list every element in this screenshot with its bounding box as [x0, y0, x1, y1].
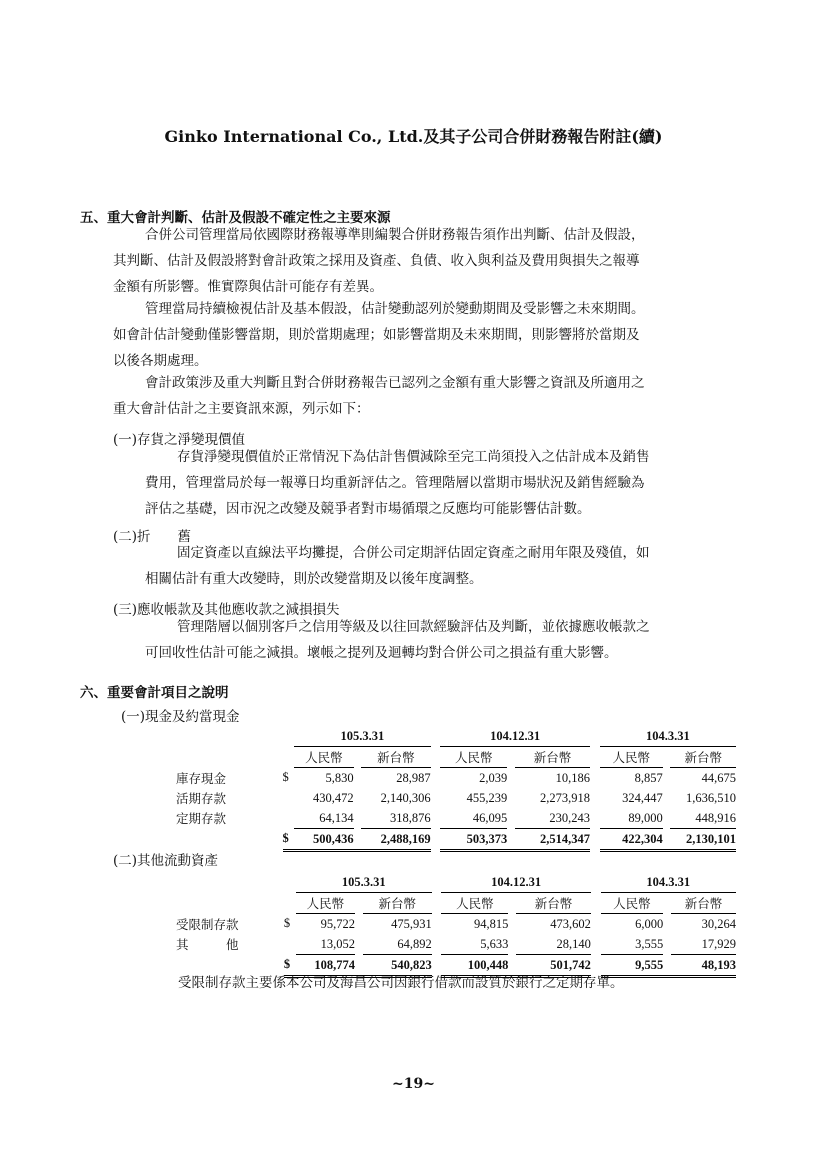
period-header: 104.3.31: [600, 726, 736, 747]
row-label: 其 他: [176, 938, 239, 953]
total-value: 2,130,101: [670, 829, 736, 851]
cell-value: 8,857: [634, 770, 663, 785]
section-5-paragraph-3: [113, 370, 749, 422]
cell-value: 95,722: [320, 916, 356, 931]
currency-header: 人民幣: [294, 747, 353, 768]
cell-value: 475,931: [391, 916, 432, 931]
period-row: [176, 872, 736, 893]
cash-table: [176, 726, 736, 852]
currency-header: 新台幣: [671, 893, 736, 914]
total-value: 503,373: [440, 829, 507, 851]
dollar-sign: $: [284, 955, 296, 977]
row-label: 活期存款: [176, 792, 227, 806]
table-row: [176, 914, 736, 935]
page-number: ~19~: [392, 1076, 435, 1092]
page-title: Ginko International Co., Ltd.及其子公司合併財務報告附註(續): [164, 127, 663, 146]
text-line: 存貨淨變現價值於正常情況下為估計售價減除至完工尚須投入之估計成本及銷售: [177, 449, 650, 465]
subsection-inventory-text: [145, 444, 749, 522]
cell-value: 230,243: [515, 808, 590, 829]
currency-header: 新台幣: [361, 747, 430, 768]
cell-value: 10,186: [555, 770, 590, 785]
currency-row: [176, 893, 736, 914]
cell-value: 5,830: [325, 770, 354, 785]
text-line: 管理階層以個別客戶之信用等級及以往回款經驗評估及判斷，並依據應收帳款之: [177, 619, 650, 635]
table-row: [176, 788, 736, 808]
cell-value: 430,472: [312, 790, 354, 805]
total-value: 422,304: [600, 829, 663, 851]
period-header: 105.3.31: [294, 726, 430, 747]
total-value: 500,436: [294, 829, 353, 851]
currency-header: 新台幣: [363, 893, 432, 914]
currency-header: 人民幣: [600, 747, 663, 768]
period-header: 104.3.31: [601, 872, 736, 893]
cell-value: 324,447: [622, 790, 663, 805]
total-value: 2,514,347: [515, 829, 590, 851]
dollar-sign: $: [283, 829, 295, 851]
table-row: [176, 934, 736, 955]
cell-value: 2,140,306: [380, 790, 431, 805]
text-line: 其判斷、估計及假設將對會計政策之採用及資產、負債、收入與利益及費用與損失之報導: [113, 253, 640, 269]
cell-value: 64,892: [363, 934, 432, 955]
section-5-paragraph-2: [113, 296, 749, 374]
total-value: 501,742: [516, 955, 591, 977]
dollar-sign: [283, 808, 295, 829]
cell-value: 28,987: [396, 770, 431, 785]
period-header: 105.3.31: [296, 872, 432, 893]
table-row: [176, 808, 736, 829]
dollar-sign: [283, 788, 295, 808]
dollar-sign: $: [282, 770, 289, 785]
cell-value: 13,052: [296, 934, 355, 955]
cell-value: 46,095: [440, 808, 507, 829]
currency-header: 人民幣: [440, 747, 507, 768]
total-value: 100,448: [441, 955, 508, 977]
section-5-heading: 五、重大會計判斷、估計及假設不確定性之主要來源: [80, 210, 391, 226]
text-line: 費用，管理當局於每一報導日均重新評估之。管理階層以當期市場狀況及銷售經驗為: [145, 475, 645, 491]
text-line: 重大會計估計之主要資訊來源，列示如下：: [113, 401, 370, 417]
period-header: 104.12.31: [440, 726, 590, 747]
cell-value: 17,929: [671, 934, 736, 955]
table-row: [176, 768, 736, 789]
subsection-impairment-text: [145, 614, 749, 666]
cell-value: 1,636,510: [686, 790, 736, 805]
dollar-sign: [284, 934, 296, 955]
cell-value: 3,555: [601, 934, 664, 955]
currency-header: 新台幣: [670, 747, 736, 768]
cell-value: 89,000: [600, 808, 663, 829]
cell-value: 448,916: [670, 808, 736, 829]
period-header: 104.12.31: [441, 872, 591, 893]
subsection-depreciation-heading: (二)折 舊: [113, 529, 192, 545]
text-line: 合併公司管理當局依國際財務報導準則編製合併財務報告須作出判斷、估計及假設，: [145, 227, 645, 243]
cell-value: 318,876: [361, 808, 430, 829]
cell-value: 30,264: [701, 916, 736, 931]
cell-value: 94,815: [474, 916, 509, 931]
cell-value: 473,602: [550, 916, 591, 931]
other-assets-heading: (二)其他流動資產: [113, 853, 219, 869]
text-line: 評估之基礎，因市況之改變及競爭者對市場循環之反應均可能影響估計數。: [145, 501, 591, 517]
row-label: 定期存款: [176, 812, 227, 827]
subsection-impairment-heading: (三)應收帳款及其他應收款之減損損失: [113, 602, 340, 618]
cell-value: 28,140: [516, 934, 591, 955]
total-value: 48,193: [671, 955, 736, 977]
cell-value: 44,675: [701, 770, 736, 785]
text-line: 可回收性估計可能之減損。壞帳之提列及迴轉均對合併公司之損益有重大影響。: [145, 645, 618, 661]
text-line: 固定資產以直線法平均攤提，合併公司定期評估固定資產之耐用年限及殘值，如: [177, 545, 650, 561]
cell-value: 6,000: [635, 916, 664, 931]
currency-row: [176, 747, 736, 768]
total-value: 9,555: [601, 955, 664, 977]
subsection-depreciation-text: [145, 540, 749, 592]
row-label: 受限制存款: [176, 917, 239, 932]
subsection-inventory-heading: (一)存貨之淨變現價值: [113, 432, 246, 448]
currency-header: 新台幣: [515, 747, 590, 768]
text-line: 會計政策涉及重大判斷且對合併財務報告已認列之金額有重大影響之資訊及所適用之: [145, 375, 645, 391]
text-line: 以後各期處理。: [113, 353, 208, 369]
currency-header: 人民幣: [601, 893, 664, 914]
cell-value: 455,239: [466, 790, 508, 805]
section-6-heading: 六、重要會計項目之說明: [80, 685, 229, 701]
cell-value: 2,039: [479, 770, 508, 785]
cell-value: 64,134: [294, 808, 353, 829]
section-5-paragraph-1: [113, 222, 749, 300]
restricted-deposit-note: 受限制存款主要係本公司及海昌公司因銀行借款而設質於銀行之定期存單。: [178, 975, 624, 991]
total-value: 540,823: [363, 955, 432, 977]
dollar-sign: $: [283, 916, 291, 931]
period-row: [176, 726, 736, 747]
total-row: [176, 829, 736, 851]
currency-header: 新台幣: [516, 893, 591, 914]
cash-heading: (一)現金及約當現金: [121, 709, 240, 725]
total-value: 2,488,169: [361, 829, 430, 851]
text-line: 管理當局持續檢視估計及基本假設，估計變動認列於變動期間及受影響之未來期間。: [145, 301, 645, 317]
text-line: 如會計估計變動僅影響當期，則於當期處理；如影響當期及未來期間，則影響將於當期及: [113, 327, 640, 343]
currency-header: 人民幣: [296, 893, 355, 914]
cell-value: 5,633: [441, 934, 508, 955]
text-line: 相關估計有重大改變時，則於改變當期及以後年度調整。: [145, 571, 483, 587]
other-assets-table: [176, 872, 736, 978]
total-value: 108,774: [296, 955, 355, 977]
currency-header: 人民幣: [441, 893, 508, 914]
row-label: 庫存現金: [176, 771, 227, 786]
text-line: 金額有所影響。惟實際與估計可能存有差異。: [113, 279, 383, 295]
cell-value: 2,273,918: [539, 790, 590, 805]
